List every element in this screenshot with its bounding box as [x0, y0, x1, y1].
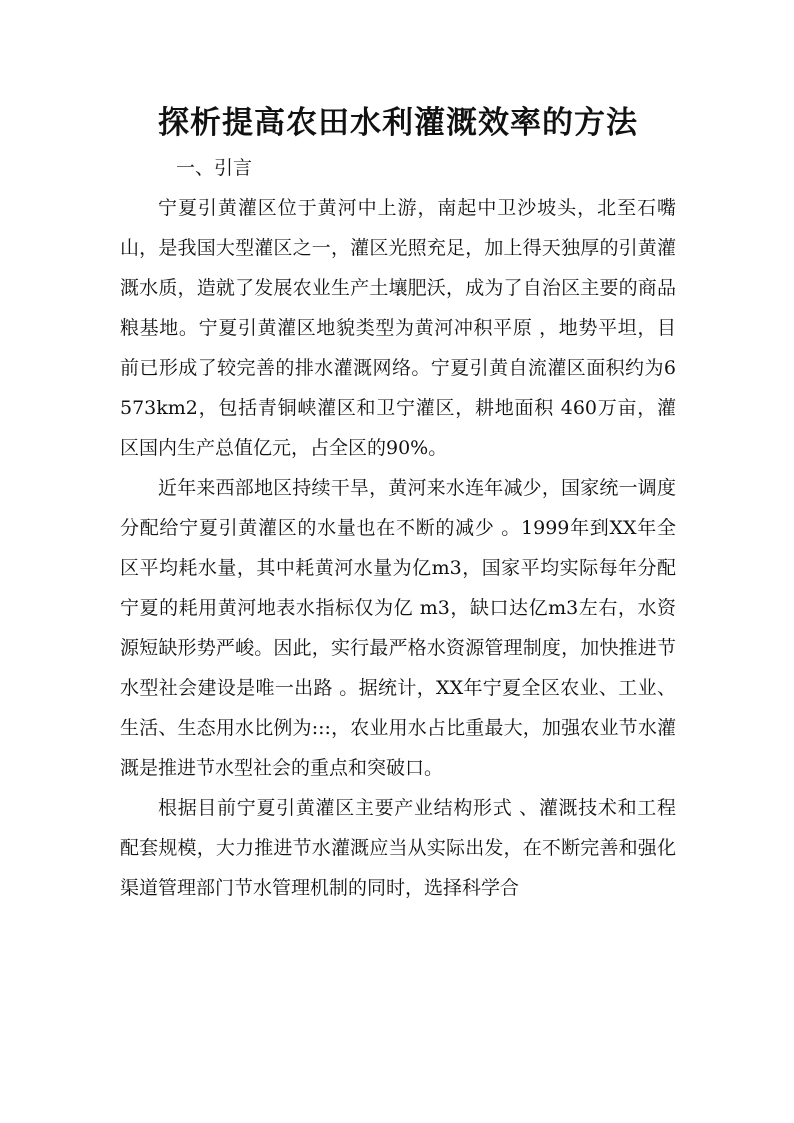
- paragraph-3: 根据目前宁夏引黄灌区主要产业结构形式 、灌溉技术和工程配套规模，大力推进节水灌溉应当从实际出发，在不断完善和强化渠道管理部门节水管理机制的同时，选择科学合: [120, 797, 676, 899]
- document-title: 探析提高农田水利灌溉效率的方法: [158, 105, 638, 141]
- paragraph-1: 宁夏引黄灌区位于黄河中上游，南起中卫沙坡头，北至石嘴山，是我国大型灌区之一，灌区光照充足，加上得天独厚的引黄灌溉水质，造就了发展农业生产土壤肥沃，成为了自治区主要的商品粮基地。宁夏引黄灌区地貌类型为黄河冲积平原 ，地势平坦，目前已形成了较完善的排水灌溉网络。宁夏引黄自流灌区面积约为6573km2，包括青铜峡灌区和卫宁灌区，耕地面积 460万亩，灌区国内生产总值亿元，占全区的90%。: [120, 197, 676, 459]
- section-heading: 一、引言: [176, 157, 253, 179]
- paragraph-2: 近年来西部地区持续干旱，黄河来水连年减少，国家统一调度分配给宁夏引黄灌区的水量也在不断的减少 。1999年到XX年全区平均耗水量，其中耗黄河水量为亿m3，国家平均实际每年分配宁夏的耗用黄河地表水指标仅为亿 m3，缺口达亿m3左右，水资源短缺形势严峻。因此，实行最严格水资源管理制度，加快推进节水型社会建设是唯一出路 。据统计，XX年宁夏全区农业、工业、生活、生态用水比例为:::，农业用水占比重最大，加强农业节水灌溉是推进节水型社会的重点和突破口。: [120, 477, 676, 779]
